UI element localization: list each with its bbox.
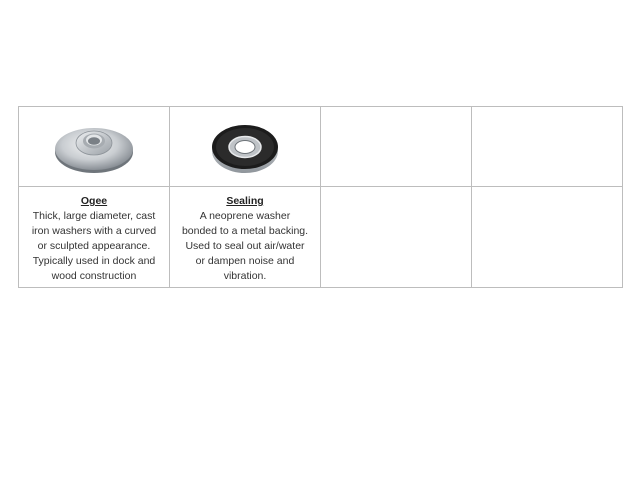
ogee-title: Ogee — [80, 195, 108, 207]
ogee-washer-icon — [49, 116, 139, 178]
sealing-title: Sealing — [226, 195, 264, 207]
sealing-washer-icon — [205, 117, 285, 177]
empty-text-cell-3 — [321, 187, 472, 288]
sealing-text-cell — [170, 187, 321, 288]
washer-types-table — [18, 106, 623, 288]
description-row — [19, 187, 623, 288]
image-row — [19, 107, 623, 187]
empty-image-cell-3 — [321, 107, 472, 187]
ogee-description: Thick, large diameter, cast iron washers with a curved or sculpted appearance. Typically used in dock and wood construction — [31, 210, 157, 282]
ogee-text-cell — [19, 187, 170, 288]
sealing-description: A neoprene washer bonded to a metal backing. Used to seal out air/water or dampen noise and vibration. — [181, 210, 309, 282]
empty-image-cell-4 — [472, 107, 623, 187]
sealing-image-cell — [170, 107, 321, 187]
empty-text-cell-4 — [472, 187, 623, 288]
ogee-image-cell — [19, 107, 170, 187]
